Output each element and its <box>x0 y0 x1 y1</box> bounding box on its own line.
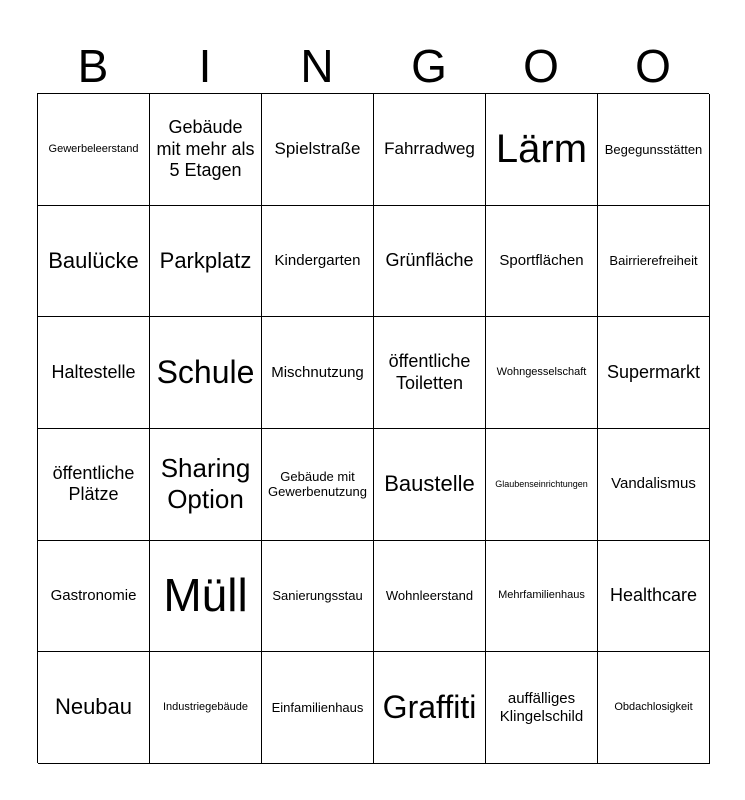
bingo-cell[interactable]: Gewerbeleerstand <box>38 94 150 206</box>
bingo-cell[interactable]: Healthcare <box>598 541 710 653</box>
header-letter-b: B <box>77 40 109 92</box>
bingo-cell[interactable]: Gebäude mit mehr als 5 Etagen <box>150 94 262 206</box>
bingo-cell[interactable]: öffentliche Toiletten <box>374 317 486 429</box>
bingo-cell[interactable]: Müll <box>150 541 262 653</box>
bingo-cell[interactable]: Gebäude mit Gewerbenutzung <box>262 429 374 541</box>
bingo-cell[interactable]: Kindergarten <box>262 206 374 318</box>
bingo-cell[interactable]: Grünfläche <box>374 206 486 318</box>
bingo-cell[interactable]: Neubau <box>38 652 150 764</box>
bingo-cell[interactable]: Sanierungsstau <box>262 541 374 653</box>
bingo-cell[interactable]: Gastronomie <box>38 541 150 653</box>
header-letter-g: G <box>411 40 447 92</box>
bingo-cell[interactable]: Glaubenseinrichtungen <box>486 429 598 541</box>
header-letter-o: O <box>523 40 559 92</box>
bingo-cell[interactable]: Lärm <box>486 94 598 206</box>
bingo-cell[interactable]: Fahrradweg <box>374 94 486 206</box>
bingo-cell[interactable]: Mehrfamilienhaus <box>486 541 598 653</box>
bingo-cell[interactable]: Parkplatz <box>150 206 262 318</box>
bingo-cell[interactable]: Industriegebäude <box>150 652 262 764</box>
bingo-header <box>37 38 709 94</box>
bingo-cell[interactable]: Sportflächen <box>486 206 598 318</box>
bingo-cell[interactable]: Baulücke <box>38 206 150 318</box>
bingo-cell[interactable]: Wohngesselschaft <box>486 317 598 429</box>
bingo-cell[interactable]: Spielstraße <box>262 94 374 206</box>
bingo-cell[interactable]: öffentliche Plätze <box>38 429 150 541</box>
bingo-cell[interactable]: Schule <box>150 317 262 429</box>
bingo-cell[interactable]: Obdachlosigkeit <box>598 652 710 764</box>
bingo-cell[interactable]: Wohnleerstand <box>374 541 486 653</box>
header-letter-o-2: O <box>635 40 671 92</box>
bingo-cell[interactable]: Graffiti <box>374 652 486 764</box>
bingo-cell[interactable]: auffälliges Klingelschild <box>486 652 598 764</box>
header-letter-n: N <box>300 40 334 92</box>
bingo-cell[interactable]: Baustelle <box>374 429 486 541</box>
bingo-cell[interactable]: Einfamilienhaus <box>262 652 374 764</box>
bingo-cell[interactable]: Mischnutzung <box>262 317 374 429</box>
bingo-cell[interactable]: Vandalismus <box>598 429 710 541</box>
bingo-cell[interactable]: Sharing Option <box>150 429 262 541</box>
bingo-card-grid <box>37 93 709 763</box>
header-letter-i: I <box>198 40 212 92</box>
bingo-cell[interactable]: Begegunsstätten <box>598 94 710 206</box>
bingo-cell[interactable]: Supermarkt <box>598 317 710 429</box>
bingo-cell[interactable]: Haltestelle <box>38 317 150 429</box>
bingo-cell[interactable]: Bairrierefreiheit <box>598 206 710 318</box>
